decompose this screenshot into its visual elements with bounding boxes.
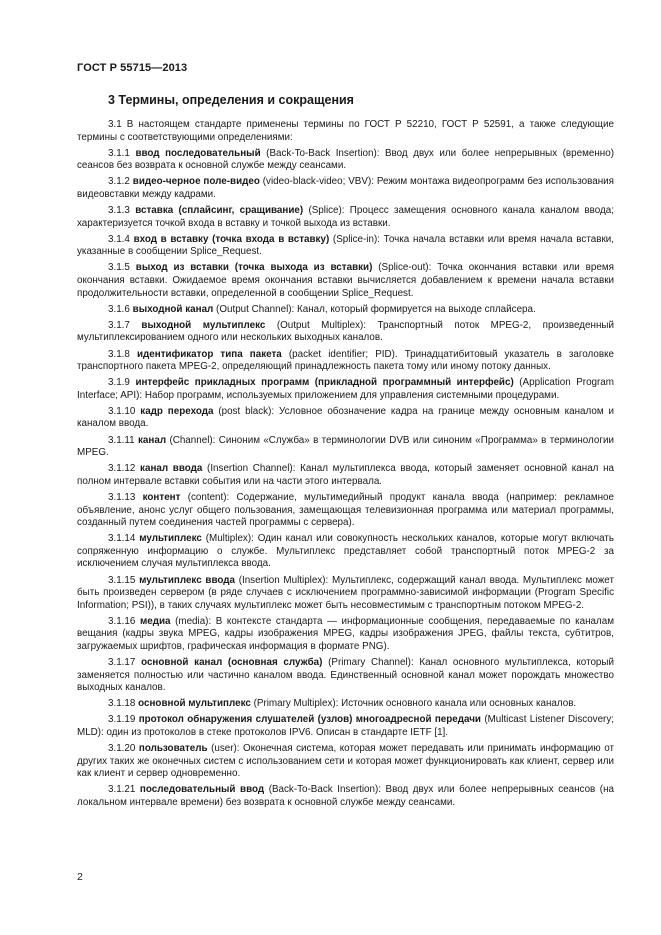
clause-number: 3.1.1	[108, 147, 130, 159]
clause-number: 3.1.18	[108, 698, 136, 710]
clause-number: 3.1	[108, 119, 122, 130]
definition-text: (packet identifier; PID). Тринадцатибитовый указатель в заголовке транспортного пакета MPEG-2, определяющий принадлежность пакета тому или иному потоку данных.	[77, 348, 614, 373]
definition-text: (Splice-in): Точка начала вставки или время начала вставки, указанные в сообщении Splice_Request.	[77, 233, 614, 258]
paragraph-3-1-11	[77, 435, 614, 460]
term: выходной канал	[132, 303, 214, 315]
clause-number: 3.1.20	[108, 743, 136, 755]
clause-number: 3.1.14	[108, 533, 136, 545]
term: вход в вставку (точка входа в вставку)	[133, 233, 330, 245]
paragraph-3-1-18	[77, 698, 614, 711]
term: выход из вставки (точка выхода из вставки)	[135, 262, 373, 274]
clause-number: 3.1.3	[108, 205, 130, 217]
clause-number: 3.1.6	[108, 303, 130, 315]
definition-text: (Channel): Синоним «Служба» в терминологии DVB или синоним «Программа» в терминологии MPEG.	[77, 434, 614, 459]
term: основной канал (основная служба)	[141, 657, 323, 669]
paragraph-3-1-16	[77, 616, 614, 654]
paragraph-3-1-2	[77, 176, 614, 201]
clause-number: 3.1.9	[108, 377, 130, 389]
paragraph-3-1-4	[77, 234, 614, 259]
paragraph-3-1-21	[77, 784, 614, 809]
term: пользователь	[138, 743, 208, 755]
paragraph-3-1-17	[77, 657, 614, 695]
term: протокол обнаружения слушателей (узлов) многоадресной передачи	[138, 714, 481, 726]
document-header: ГОСТ Р 55715—2013	[77, 62, 188, 74]
paragraph-3-1-7	[77, 320, 614, 345]
clause-number: 3.1.12	[108, 463, 136, 475]
clause-number: 3.1.8	[108, 348, 130, 360]
term: канал ввода	[140, 463, 203, 475]
clause-number: 3.1.7	[108, 319, 130, 331]
term: выходной мультиплекс	[141, 319, 266, 331]
definition-text: (Application Program Interface; API): Набор программ, используемых приложением для управления системными процедурами.	[77, 377, 614, 401]
term: контент	[142, 491, 181, 503]
term: кадр перехода	[140, 405, 214, 417]
term: интерфейс прикладных программ (прикладной программный интерфейс)	[135, 377, 514, 389]
clause-number: 3.1.16	[108, 615, 136, 627]
clause-number: 3.1.4	[108, 233, 130, 245]
definition-text: (Back-To-Back Insertion): Ввод двух или более непрерывных (временно) сеансов без возврата к основной службе между сеансами.	[77, 147, 614, 172]
definition-text: (user): Оконечная система, которая может передавать или принимать информацию от других таких же оконечных систем с использованием сети и которая может функционировать как клиент, сервер или как клиент и сервер одновременно.	[77, 743, 614, 780]
paragraph-3-1-20	[77, 743, 614, 781]
definition-text: (post black): Условное обозначение кадра на границе между основным каналом и каналом ввода.	[77, 405, 614, 430]
term: ввод последовательный	[135, 147, 261, 159]
definition-text: (media): В контексте стандарта — информационные сообщения, передаваемые по каналам вещания (кадры звука MPEG, кадры изображения MPEG, кадры изображения JPEG, файлы текста, субтитров, загружаемых шрифтов, графическая информация в формате PNG).	[77, 615, 614, 652]
clause-number: 3.1.19	[108, 714, 136, 726]
definition-text: (Output Channel): Канал, который формируется на выходе сплайсера.	[216, 303, 536, 315]
definition-text: (video-black-video; VBV): Режим монтажа видеопрограмм без использования видеовставки между кадрами.	[77, 176, 614, 200]
definition-text: (Primary Channel): Канал основного мультиплекса, который заменяется полностью или частично каналом ввода. Единственный основной канал может порождать множество выходных каналов.	[77, 657, 614, 694]
term: вставка (сплайсинг, сращивание)	[135, 205, 304, 217]
term: идентификатор типа пакета	[136, 348, 282, 360]
definition-text: (Output Multiplex): Транспортный поток MPEG-2, произведенный мультиплексированием одного или нескольких выходных каналов.	[77, 319, 614, 344]
document-body	[77, 119, 614, 813]
paragraph-3-1-10	[77, 406, 614, 431]
definition-text: (Insertion Channel): Канал мультиплекса ввода, который заменяет основной канал на полном интервале вставки события или на части этого интервала.	[77, 463, 614, 487]
clause-number: 3.1.2	[108, 176, 130, 188]
paragraph-3-1-13	[77, 492, 614, 530]
paragraph-3-1	[77, 119, 614, 144]
clause-number: 3.1.15	[108, 574, 136, 586]
definition-text: (Splice): Процесс замещения основного канала каналом ввода; характеризуется точкой входа в вставку и точкой выхода из вставки.	[77, 205, 614, 229]
term: видео-черное поле-видео	[132, 176, 260, 188]
definition-text: (Splice-out): Точка окончания вставки или время окончания вставки. Ожидаемое время окончания вставки вычисляется добавлением к времени начала вставки продолжительности вставки, определенной в сообщении Splice_Request.	[77, 262, 614, 299]
definition-text: (content): Содержание, мультимедийный продукт канала ввода (например: рекламное объявление, анонс услуг общего пользования, замещающая телевизионная программа или материал программы, созданный путем соединения частей программы с сервера).	[77, 491, 614, 529]
definition-text: (Multicast Listener Discovery; MLD): один из протоколов в стеке протоколов IPV6. Описан в стандарте IETF [1].	[77, 714, 614, 739]
paragraph-3-1-12	[77, 463, 614, 488]
clause-number: 3.1.17	[108, 657, 136, 669]
paragraph-3-1-5	[77, 262, 614, 300]
paragraph-3-1-15	[77, 575, 614, 613]
clause-number: 3.1.21	[108, 784, 136, 796]
clause-number: 3.1.13	[108, 491, 136, 503]
clause-number: 3.1.5	[108, 262, 130, 274]
paragraph-3-1-19	[77, 714, 614, 739]
definition-text: (Back-To-Back Insertion): Ввод двух или более непрерывных сеансов (на локальном интервале времени) без возврата к основной службе между сеансами.	[77, 784, 614, 808]
definition-text: (Primary Multiplex): Источник основного канала или основных каналов.	[253, 698, 577, 710]
clause-number: 3.1.11	[108, 434, 135, 446]
definition-text: (Multiplex): Один канал или совокупность нескольких каналов, которые могут включать сопряженную информацию о службе. Мультиплекс представляет собой транспортный поток MPEG-2 за исключением случая мультиплекса ввода.	[77, 533, 614, 570]
clause-number: 3.1.10	[108, 405, 136, 417]
page-number: 2	[77, 871, 83, 883]
paragraph-3-1-1	[77, 148, 614, 173]
paragraph-3-1-9	[77, 377, 614, 402]
section-title: 3 Термины, определения и сокращения	[108, 93, 354, 107]
paragraph-3-1-14	[77, 533, 614, 571]
term: мультиплекс	[139, 533, 202, 545]
term: основной мультиплекс	[138, 698, 251, 710]
term: мультиплекс ввода	[139, 574, 235, 586]
definition-text: В настоящем стандарте применены термины по ГОСТ Р 52210, ГОСТ Р 52591, а также следующие термины с соответствующими определениями:	[77, 119, 614, 143]
paragraph-3-1-8	[77, 349, 614, 374]
paragraph-3-1-6	[77, 304, 614, 317]
definition-text: (Insertion Multiplex): Мультиплекс, содержащий канал ввода. Мультиплекс может быть произведен сервером (в ряде случаев с исключением программно-зависимой информации (Program Specific Information; PSI)), в таких случаях мультиплекс может быть несовместимым с транспортным потоком MPEG-2.	[77, 574, 614, 611]
term: канал	[138, 434, 167, 446]
term: последовательный ввод	[139, 784, 265, 796]
paragraph-3-1-3	[77, 205, 614, 230]
term: медиа	[139, 615, 171, 627]
